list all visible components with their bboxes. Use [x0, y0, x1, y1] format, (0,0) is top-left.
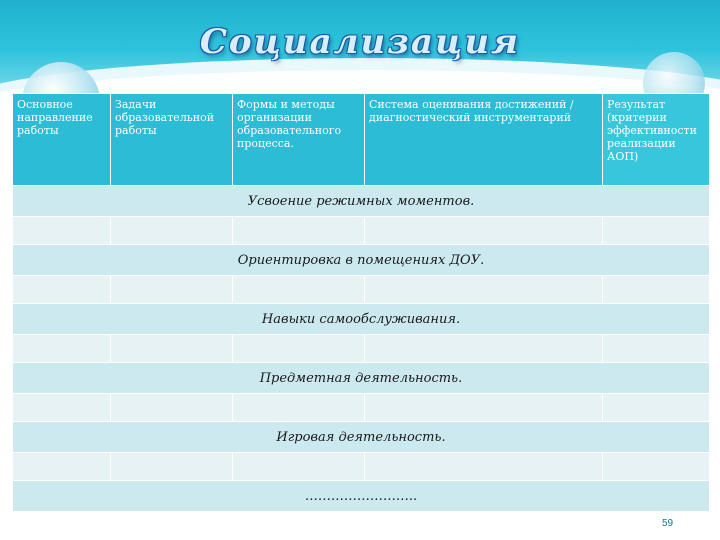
table-cell	[13, 276, 111, 304]
section-ellipsis: ……………………..	[13, 481, 710, 512]
header-assessment-system: Система оценивания достижений / диагностический инструментарий	[365, 94, 603, 186]
section-play-activity: Игровая деятельность.	[13, 422, 710, 453]
table-row	[13, 394, 710, 422]
table-cell	[111, 276, 233, 304]
table-cell	[111, 453, 233, 481]
table-cell	[233, 335, 365, 363]
table-row	[13, 363, 710, 394]
table-cell	[111, 394, 233, 422]
slide-title: Социализация	[199, 22, 521, 62]
header-result: Результат (критерии эффективности реализации АОП)	[603, 94, 710, 186]
socialization-table	[12, 93, 710, 512]
table-cell	[365, 217, 603, 245]
table-row	[13, 245, 710, 276]
table-cell	[233, 217, 365, 245]
table-cell	[233, 394, 365, 422]
table-row	[13, 481, 710, 512]
table-cell	[111, 217, 233, 245]
section-self-care: Навыки самообслуживания.	[13, 304, 710, 335]
table-row	[13, 422, 710, 453]
table-cell	[233, 453, 365, 481]
table-row	[13, 453, 710, 481]
table-cell	[13, 453, 111, 481]
header-forms-methods: Формы и методы организации образовательного процесса.	[233, 94, 365, 186]
table-cell	[365, 394, 603, 422]
table-cell	[365, 453, 603, 481]
page-number: 59	[662, 518, 674, 529]
table-cell	[603, 453, 710, 481]
table-header-row	[13, 94, 710, 186]
section-routine: Усвоение режимных моментов.	[13, 186, 710, 217]
table-cell	[13, 335, 111, 363]
section-orientation: Ориентировка в помещениях ДОУ.	[13, 245, 710, 276]
table-row	[13, 304, 710, 335]
table-cell	[365, 276, 603, 304]
table-cell	[111, 335, 233, 363]
table-cell	[13, 217, 111, 245]
header-direction: Основное направление работы	[13, 94, 111, 186]
section-object-activity: Предметная деятельность.	[13, 363, 710, 394]
table-cell	[233, 276, 365, 304]
table-cell	[13, 394, 111, 422]
table-row	[13, 217, 710, 245]
table-cell	[603, 217, 710, 245]
table-cell	[603, 335, 710, 363]
table-row	[13, 276, 710, 304]
table-cell	[603, 394, 710, 422]
table-row	[13, 335, 710, 363]
table-cell	[365, 335, 603, 363]
table-row	[13, 186, 710, 217]
table-cell	[603, 276, 710, 304]
header-tasks: Задачи образовательной работы	[111, 94, 233, 186]
